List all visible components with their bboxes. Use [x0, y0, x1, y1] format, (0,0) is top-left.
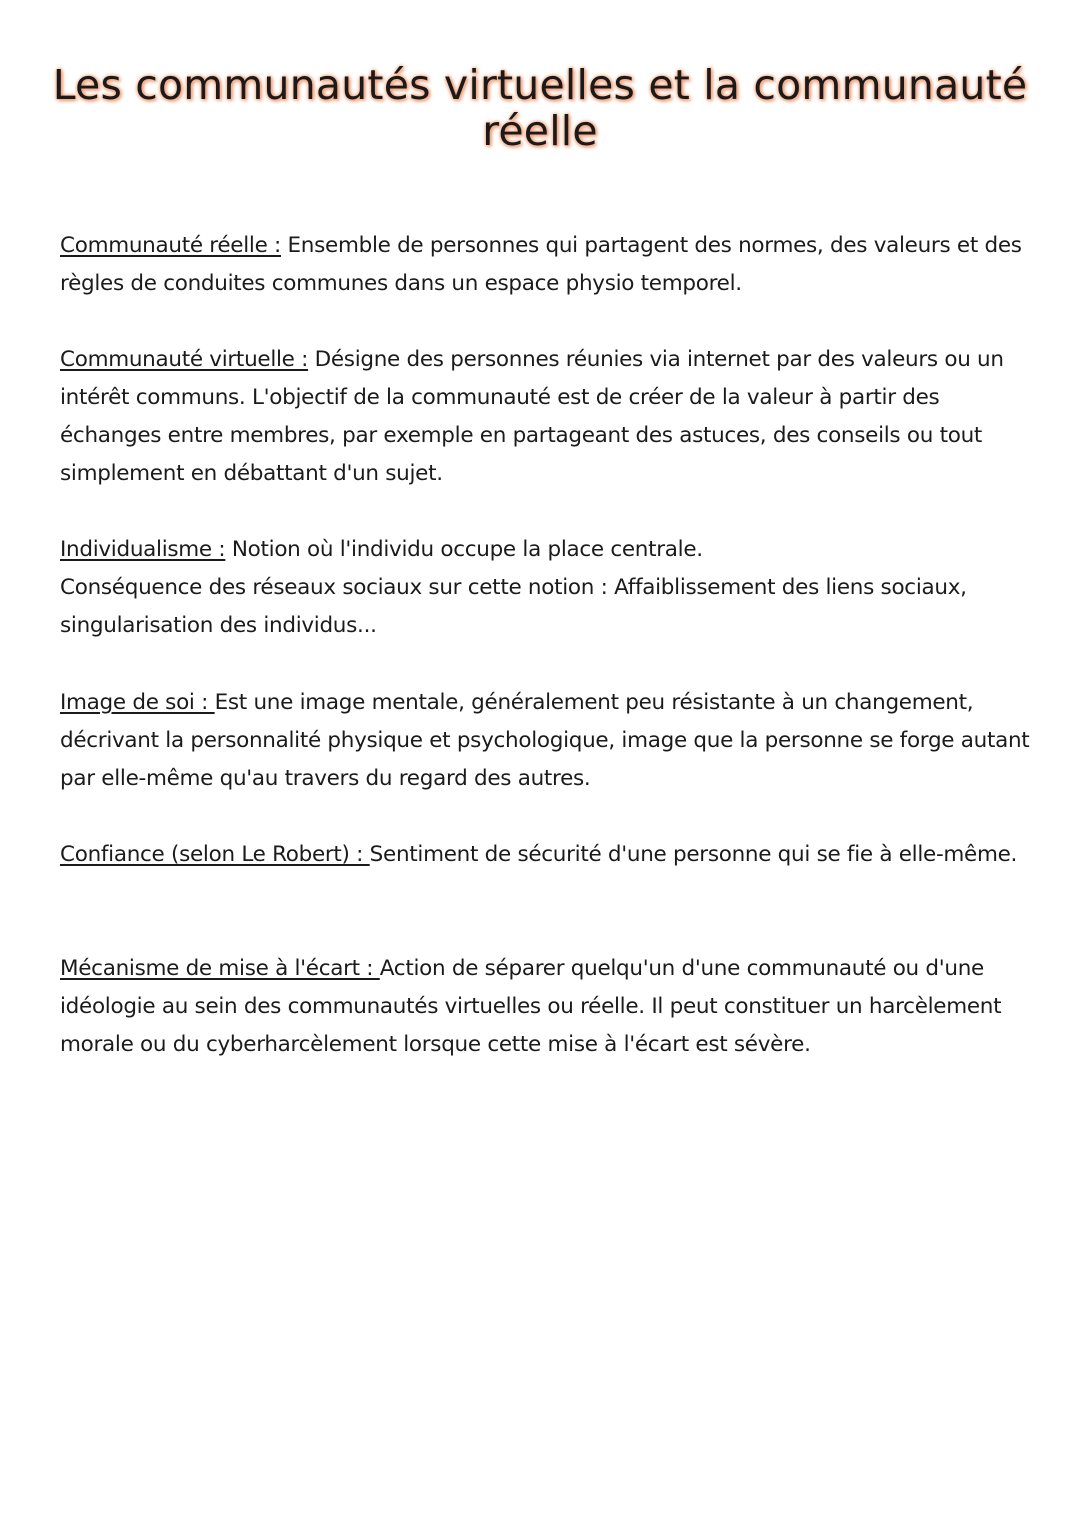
definition-individualisme: [60, 531, 1035, 645]
term-label: Mécanisme de mise à l'écart :: [60, 956, 380, 981]
definition-mise-a-l-ecart: [60, 950, 1035, 1064]
definition-text: Sentiment de sécurité d'une personne qui se fie à elle-même.: [369, 842, 1018, 867]
definition-text: Ensemble de personnes qui partagent des normes, des valeurs et des règles de conduites communes dans un espace physio temporel.: [60, 233, 1022, 296]
definition-text: Action de séparer quelqu'un d'une communauté ou d'une idéologie au sein des communautés virtuelles ou réelle. Il peut constituer un harcèlement morale ou du cyberharcèlement lorsque cette mise à l'écart est sévère.: [60, 956, 1002, 1057]
definition-text: Désigne des personnes réunies via internet par des valeurs ou un intérêt communs. L'objectif de la communauté est de créer de la valeur à partir des échanges entre membres, par exemple en partageant des astuces, des conseils ou tout simplement en débattant d'un sujet.: [60, 347, 1004, 486]
definition-image-de-soi: [60, 684, 1035, 798]
term-label: Individualisme :: [60, 537, 226, 562]
term-label: Confiance (selon Le Robert) :: [60, 842, 370, 867]
definition-communaute-reelle: [60, 227, 1035, 303]
definition-text: Notion où l'individu occupe la place centrale.: [225, 537, 703, 562]
page-title: [40, 62, 1040, 154]
definition-communaute-virtuelle: [60, 341, 1035, 493]
title-line-1: Les communautés virtuelles et la communauté: [52, 61, 1028, 109]
term-label: Communauté virtuelle :: [60, 347, 309, 372]
title-line-2: réelle: [482, 107, 598, 155]
definition-confiance: [60, 836, 1035, 874]
definition-text: Est une image mentale, généralement peu résistante à un changement, décrivant la personnalité physique et psychologique, image que la personne se forge autant par elle-même qu'au travers du regard des autres.: [60, 690, 1030, 791]
term-label: Communauté réelle :: [60, 233, 281, 258]
term-label: Image de soi :: [60, 690, 215, 715]
definition-extra-text: Conséquence des réseaux sociaux sur cette notion : Affaiblissement des liens sociaux, singularisation des individus...: [60, 575, 967, 638]
